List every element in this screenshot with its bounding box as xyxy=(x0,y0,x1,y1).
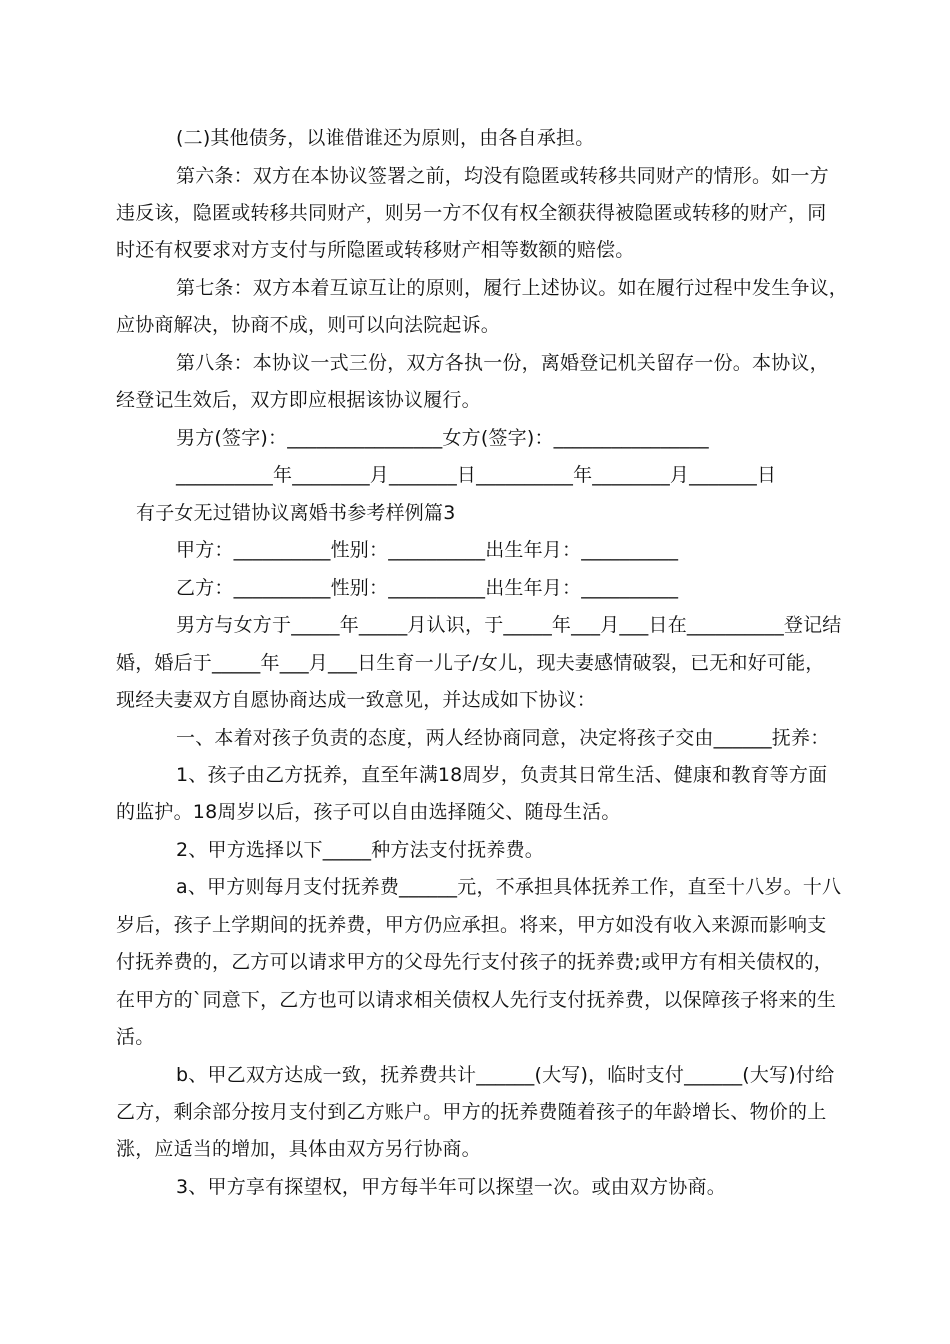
paragraph-line: 一、本着对孩子负责的态度，两人经协商同意，决定将孩子交由______抚养： xyxy=(176,727,830,749)
paragraph-line: 男方与女方于_____年_____月认识，于_____年___月___日在__________登记结 xyxy=(176,614,842,636)
paragraph-line: 现经夫妻双方自愿协商达成一致意见，并达成如下协议： xyxy=(116,689,597,711)
paragraph-line: 婚，婚后于_____年___月___日生育一儿子/女儿，现夫妻感情破裂，已无和好可能， xyxy=(116,652,825,674)
paragraph-line: 在甲方的`同意下，乙方也可以请求相关债权人先行支付抚养费，以保障孩子将来的生 xyxy=(116,989,837,1011)
party-a-line: 甲方：__________性别：__________出生年月：__________ xyxy=(176,539,679,561)
paragraph-line: 岁后，孩子上学期间的抚养费，甲方仍应承担。将来，甲方如没有收入来源而影响支 xyxy=(116,914,827,936)
paragraph-line: 付抚养费的，乙方可以请求甲方的父母先行支付孩子的抚养费;或甲方有相关债权的， xyxy=(116,951,834,973)
section-title: 有子女无过错协议离婚书参考样例篇3 xyxy=(136,502,456,524)
party-b-line: 乙方：__________性别：__________出生年月：__________ xyxy=(176,577,679,599)
date-line: __________年________月_______日__________年________月_______日 xyxy=(176,464,777,486)
paragraph-line: 违反该，隐匿或转移共同财产，则另一方不仅有权全额获得被隐匿或转移的财产，同 xyxy=(116,202,827,224)
paragraph-line: 第八条：本协议一式三份，双方各执一份，离婚登记机关留存一份。本协议， xyxy=(176,352,829,374)
signature-line: 男方(签字)：________________女方(签字)：________________ xyxy=(176,427,709,449)
paragraph-line: 的监护。18周岁以后，孩子可以自由选择随父、随母生活。 xyxy=(116,801,621,823)
paragraph-line: a、甲方则每月支付抚养费______元，不承担具体抚养工作，直至十八岁。十八 xyxy=(176,876,842,898)
paragraph-line: 应协商解决，协商不成，则可以向法院起诉。 xyxy=(116,314,501,336)
paragraph-line: 乙方，剩余部分按月支付到乙方账户。甲方的抚养费随着孩子的年龄增长、物价的上 xyxy=(116,1101,827,1123)
paragraph-line: 2、甲方选择以下_____种方法支付抚养费。 xyxy=(176,839,544,861)
paragraph-line: 涨，应适当的增加，具体由双方另行协商。 xyxy=(116,1138,481,1160)
paragraph-line: 第六条：双方在本协议签署之前，均没有隐匿或转移共同财产的情形。如一方 xyxy=(176,165,829,187)
paragraph-line: (二)其他债务，以谁借谁还为原则，由各自承担。 xyxy=(176,127,595,149)
paragraph-line: b、甲乙双方达成一致，抚养费共计______(大写)，临时支付______(大写)付给 xyxy=(176,1064,835,1086)
paragraph-line: 时还有权要求对方支付与所隐匿或转移财产相等数额的赔偿。 xyxy=(116,239,635,261)
paragraph-line: 3、甲方享有探望权，甲方每半年可以探望一次。或由双方协商。 xyxy=(176,1176,726,1198)
paragraph-line: 活。 xyxy=(116,1026,155,1048)
paragraph-line: 1、孩子由乙方抚养，直至年满18周岁，负责其日常生活、健康和教育等方面 xyxy=(176,764,828,786)
paragraph-line: 第七条：双方本着互谅互让的原则，履行上述协议。如在履行过程中发生争议， xyxy=(176,277,849,299)
paragraph-line: 经登记生效后，双方即应根据该协议履行。 xyxy=(116,389,481,411)
